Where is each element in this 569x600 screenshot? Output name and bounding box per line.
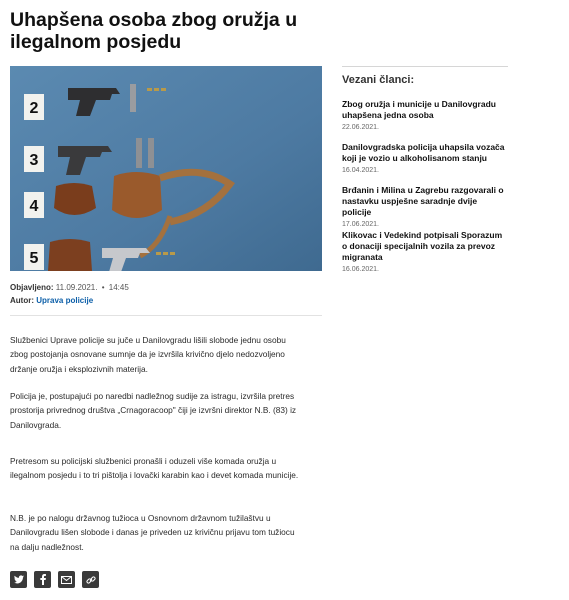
author-link[interactable]: Uprava policije (36, 296, 94, 305)
related-item[interactable] (342, 230, 508, 273)
related-item-title[interactable]: Klikovac i Vedekind potpisali Sporazum o donaciji specijalnih vozila za prevoz migranata (342, 230, 503, 262)
article-title: Uhapšena osoba zbog oružja u ilegalnom posjedu (10, 9, 298, 53)
share-link-button[interactable] (82, 571, 99, 588)
facebook-icon (40, 574, 46, 585)
marker-4: 4 (29, 198, 39, 215)
paragraph: N.B. je po nalogu državnog tužioca u Osnovnom državnom tužilaštvu u Danilovgradu lišen slobode i danas je priveden uz krivičnu prijavu tom tužiocu na dalju nadležnost. (10, 513, 295, 552)
divider (10, 315, 322, 316)
article-photo (10, 66, 322, 271)
related-item-date: 17.06.2021. (342, 221, 379, 228)
related-heading: Vezani članci: (342, 74, 415, 86)
related-item-title[interactable]: Brđanin i Milina u Zagrebu razgovarali o nastavku uspješne saradnje dvije policije (342, 185, 504, 217)
published-line: Objavljeno: 11.09.2021. • 14:45 (10, 283, 129, 292)
share-twitter-button[interactable] (10, 571, 27, 588)
email-icon (61, 576, 72, 584)
link-icon (86, 575, 96, 585)
share-email-button[interactable] (58, 571, 75, 588)
author-label: Autor: (10, 296, 34, 305)
published-time: 14:45 (108, 283, 129, 292)
related-item-title[interactable]: Zbog oružja i municije u Danilovgradu uhapšena jedna osoba (342, 99, 496, 120)
paragraph: Službenici Uprave policije su juče u Danilovgradu lišili slobode jednu osobu zbog postojanja osnovane sumnje da je izvršila krivično djelo nedozvoljeno držanje oružja i eksplozivnih materija. (10, 335, 286, 374)
related-item-date: 16.04.2021. (342, 167, 379, 174)
author-line (10, 294, 129, 307)
related-item[interactable] (342, 185, 508, 228)
related-item-date: 22.06.2021. (342, 124, 379, 131)
related-item[interactable] (342, 99, 508, 131)
twitter-icon (14, 575, 24, 584)
related-articles (342, 66, 508, 273)
related-top-rule (342, 66, 508, 67)
paragraph: Policija je, postupajući po naredbi nadležnog sudije za istragu, izvršila pretres prostorija privrednog društva „Crnagoracoop" čiji je izvršni direktor N.B. (83) iz Danilovgrada. (10, 391, 297, 430)
marker-3: 3 (29, 152, 39, 169)
share-facebook-button[interactable] (34, 571, 51, 588)
related-item-title[interactable]: Danilovgradska policija uhapsila vozača koji je vozio u alkoholisanom stanju (342, 142, 505, 163)
related-item[interactable] (342, 142, 508, 174)
published-label: Objavljeno: (10, 283, 54, 292)
related-item-date: 16.06.2021. (342, 266, 379, 273)
marker-5: 5 (29, 250, 39, 267)
published-date: 11.09.2021. (55, 283, 98, 292)
share-buttons (10, 571, 99, 588)
paragraph: Pretresom su policijski službenici pronašli i oduzeli više komada oružja u ilegalnom posjedu i to tri pištolja i lovački karabin kao i devet komada municije. (10, 456, 299, 481)
article-meta (10, 281, 129, 307)
marker-2: 2 (29, 100, 39, 117)
